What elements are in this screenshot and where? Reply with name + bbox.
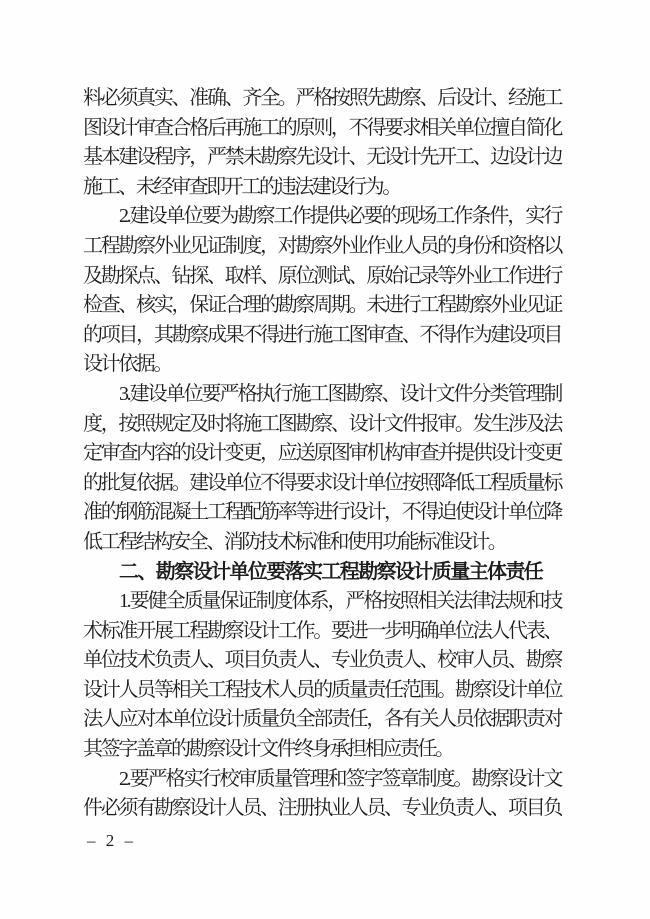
document-line: 其签字盖章的勘察设计文件终身承担相应责任。 <box>83 738 453 761</box>
section-heading: 二、勘察设计单位要落实工程勘察设计质量主体责任 <box>119 560 543 583</box>
document-line: 1.要健全质量保证制度体系，严格按照相关法律法规和技 <box>119 590 561 613</box>
document-line: 2.要严格实行校审质量管理和签字签章制度。勘察设计文 <box>119 767 561 790</box>
document-line: 基本建设程序，严禁未勘察先设计、无设计先开工、边设计边 <box>83 146 561 169</box>
document-line: 图设计审查合格后再施工的原则，不得要求相关单位擅自简化 <box>83 116 561 139</box>
document-line: 件必须有勘察设计人员、注册执业人员、专业负责人、项目负 <box>83 797 561 820</box>
document-line: 度，按照规定及时将施工图勘察、设计文件报审。发生涉及法 <box>83 412 561 435</box>
document-line: 单位技术负责人、项目负责人、专业负责人、校审人员、勘察 <box>83 649 561 672</box>
document-line: 定审查内容的设计变更，应送原图审机构审查并提供设计变更 <box>83 442 561 465</box>
page-number: – 2 – <box>87 831 136 850</box>
document-line: 3.建设单位要严格执行施工图勘察、设计文件分类管理制 <box>119 382 561 405</box>
document-line: 设计人员等相关工程技术人员的质量责任范围。勘察设计单位 <box>83 678 561 701</box>
document-line: 施工、未经审查即开工的违法建设行为。 <box>83 175 400 198</box>
document-line: 低工程结构安全、消防技术标准和使用功能标准设计。 <box>83 530 506 553</box>
document-line: 法人应对本单位设计质量负全部责任，各有关人员依据职责对 <box>83 708 561 731</box>
document-line: 及勘探点、钻探、取样、原位测试、原始记录等外业工作进行 <box>83 264 561 287</box>
document-line: 料必须真实、准确、齐全。严格按照先勘察、后设计、经施工 <box>83 87 561 109</box>
document-line: 准的钢筋混凝土工程配筋率等进行设计，不得迫使设计单位降 <box>83 501 561 524</box>
document-line: 的项目，其勘察成果不得进行施工图审查、不得作为建设项目 <box>83 323 561 346</box>
document-line: 术标准开展工程勘察设计工作。要进一步明确单位法人代表、 <box>83 619 561 642</box>
document-line: 检查、核实，保证合理的勘察周期。未进行工程勘察外业见证 <box>83 294 561 317</box>
document-body <box>83 84 561 824</box>
document-line: 工程勘察外业见证制度，对勘察外业作业人员的身份和资格以 <box>83 234 561 257</box>
document-line: 的批复依据。建设单位不得要求设计单位按照降低工程质量标 <box>83 471 561 494</box>
document-line: 2.建设单位要为勘察工作提供必要的现场工作条件，实行 <box>119 205 561 228</box>
document-line: 设计依据。 <box>83 353 171 376</box>
